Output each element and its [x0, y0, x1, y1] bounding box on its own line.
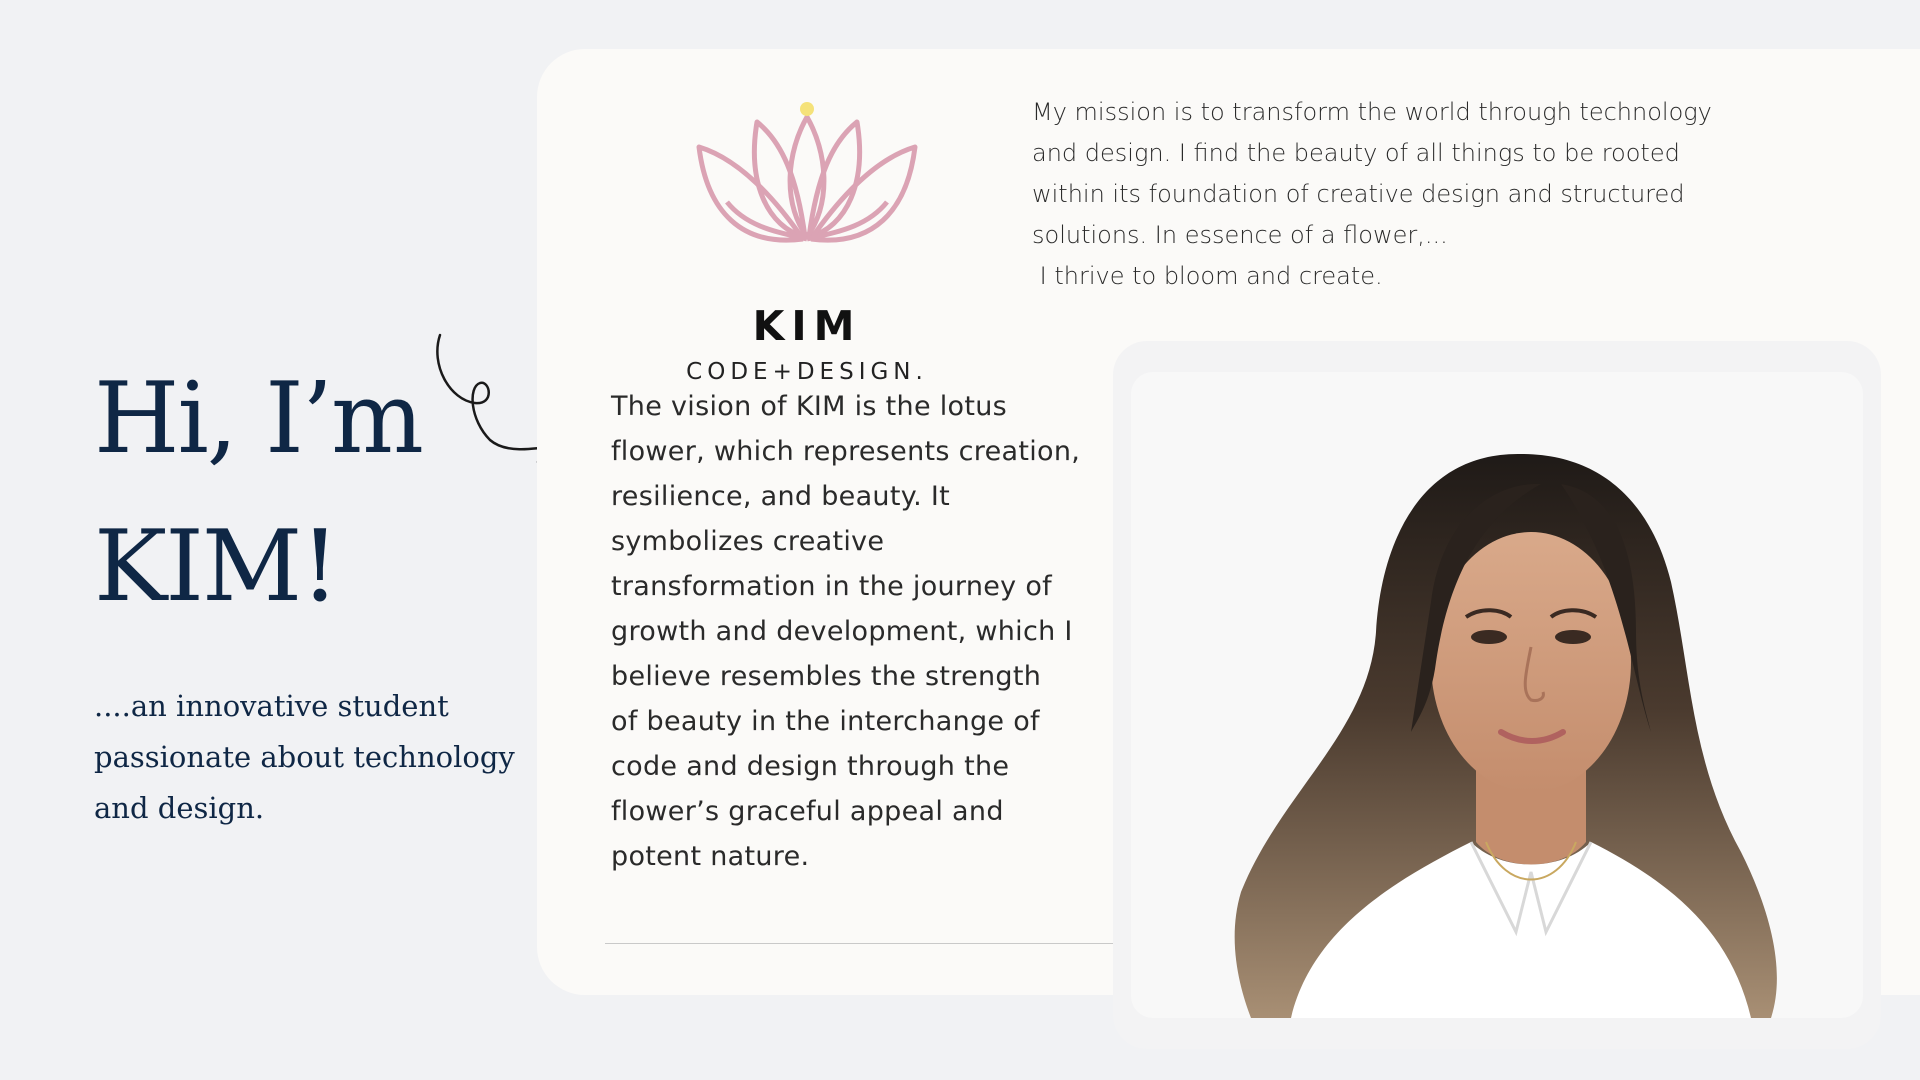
- hero-tagline: [94, 681, 524, 834]
- portrait-photo: [1131, 372, 1863, 1018]
- brand-logo: [667, 97, 947, 397]
- mission-line: My mission is to transform the world through technology: [1032, 98, 1712, 126]
- logo-subtitle: CODE+DESIGN.: [686, 359, 928, 385]
- divider: [605, 943, 1115, 944]
- logo-name: KIM: [752, 302, 862, 350]
- mission-line: I thrive to bloom and create.: [1032, 262, 1383, 290]
- vision-line: growth and development, which I: [611, 616, 1073, 647]
- vision-line: flower’s graceful appeal and: [611, 796, 1004, 827]
- mission-line: within its foundation of creative design and structured: [1032, 180, 1685, 208]
- vision-line: code and design through the: [611, 751, 1010, 782]
- vision-line: The vision of KIM is the lotus: [611, 391, 1008, 422]
- tagline-line: and design.: [94, 791, 265, 825]
- vision-line: symbolizes creative: [611, 526, 885, 557]
- vision-line: flower, which represents creation,: [611, 436, 1081, 467]
- hero-title-line-2: KIM!: [94, 510, 338, 624]
- vision-line: resilience, and beauty. It: [611, 481, 951, 512]
- vision-line: of beauty in the interchange of: [611, 706, 1040, 737]
- vision-line: potent nature.: [611, 841, 810, 872]
- vision-statement: [611, 384, 1111, 879]
- portrait-frame: [1113, 341, 1881, 1049]
- tagline-line: passionate about technology: [94, 740, 515, 774]
- tagline-line: ....an innovative student: [94, 689, 449, 723]
- mission-statement: [1032, 92, 1792, 297]
- mission-line: and design. I find the beauty of all things to be rooted: [1032, 139, 1680, 167]
- lotus-icon: [687, 97, 927, 297]
- hero-title-line-1: Hi, I’m: [94, 362, 422, 476]
- portrait-container: [1131, 372, 1863, 1018]
- vision-line: transformation in the journey of: [611, 571, 1052, 602]
- mission-line: solutions. In essence of a flower,...: [1032, 221, 1448, 249]
- vision-line: believe resembles the strength: [611, 661, 1042, 692]
